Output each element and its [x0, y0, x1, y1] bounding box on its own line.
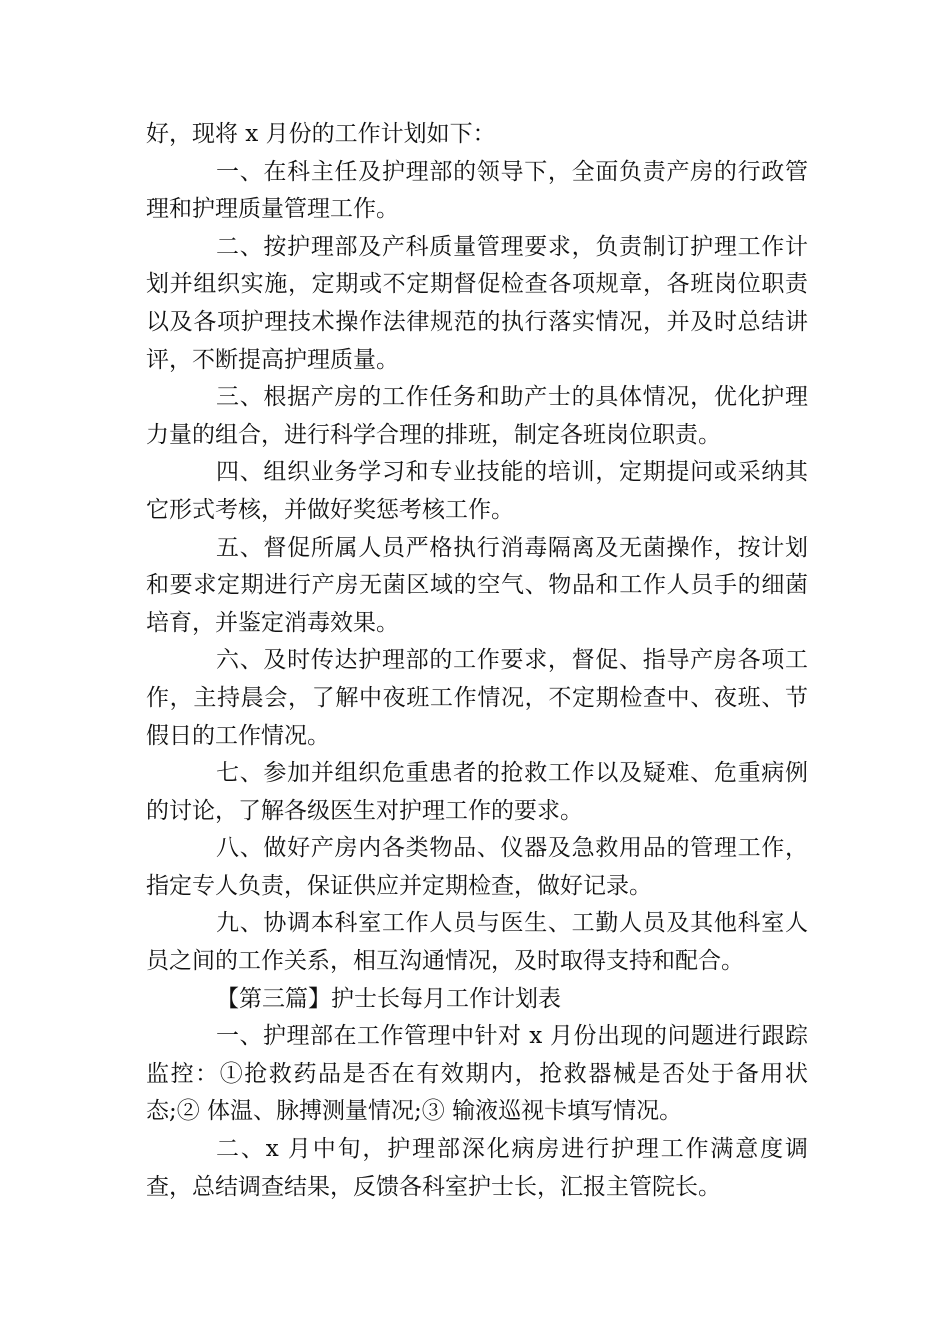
paragraph-item-4: 四、组织业务学习和专业技能的培训，定期提问或采纳其它形式考核，并做好奖惩考核工作。	[146, 459, 808, 523]
paragraph-item-3: 三、根据产房的工作任务和助产士的具体情况，优化护理力量的组合，进行科学合理的排班，制定各班岗位职责。	[146, 384, 808, 448]
paragraph-plan-1: 一、护理部在工作管理中针对 x 月份出现的问题进行跟踪监控：①抢救药品是否在有效期内，抢救器械是否处于备用状态;② 体温、脉搏测量情况;③ 输液巡视卡填写情况。	[146, 1023, 808, 1125]
paragraph-item-6: 六、及时传达护理部的工作要求，督促、指导产房各项工作，主持晨会，了解中夜班工作情况，不定期检查中、夜班、节假日的工作情况。	[146, 647, 808, 749]
paragraph-item-9: 九、协调本科室工作人员与医生、工勤人员及其他科室人员之间的工作关系，相互沟通情况，及时取得支持和配合。	[146, 910, 808, 975]
document-body	[146, 116, 808, 1206]
paragraph-item-5: 五、督促所属人员严格执行消毒隔离及无菌操作，按计划和要求定期进行产房无菌区域的空气、物品和工作人员手的细菌培育，并鉴定消毒效果。	[146, 534, 808, 636]
section-heading: 【第三篇】护士长每月工作计划表	[216, 985, 561, 1012]
paragraph-plan-2: 二、x 月中旬，护理部深化病房进行护理工作满意度调查，总结调查结果，反馈各科室护士长，汇报主管院长。	[146, 1136, 808, 1200]
paragraph-intro: 好，现将 x 月份的工作计划如下：	[146, 121, 496, 147]
paragraph-item-2: 二、按护理部及产科质量管理要求，负责制订护理工作计划并组织实施，定期或不定期督促检查各项规章，各班岗位职责以及各项护理技术操作法律规范的执行落实情况，并及时总结讲评，不断提高护理质量。	[146, 233, 808, 373]
paragraph-item-1: 一、在科主任及护理部的领导下，全面负责产房的行政管理和护理质量管理工作。	[146, 158, 808, 223]
paragraph-item-7: 七、参加并组织危重患者的抢救工作以及疑难、危重病例的讨论，了解各级医生对护理工作的要求。	[146, 760, 808, 824]
paragraph-item-8: 八、做好产房内各类物品、仪器及急救用品的管理工作，指定专人负责，保证供应并定期检查，做好记录。	[146, 835, 808, 899]
